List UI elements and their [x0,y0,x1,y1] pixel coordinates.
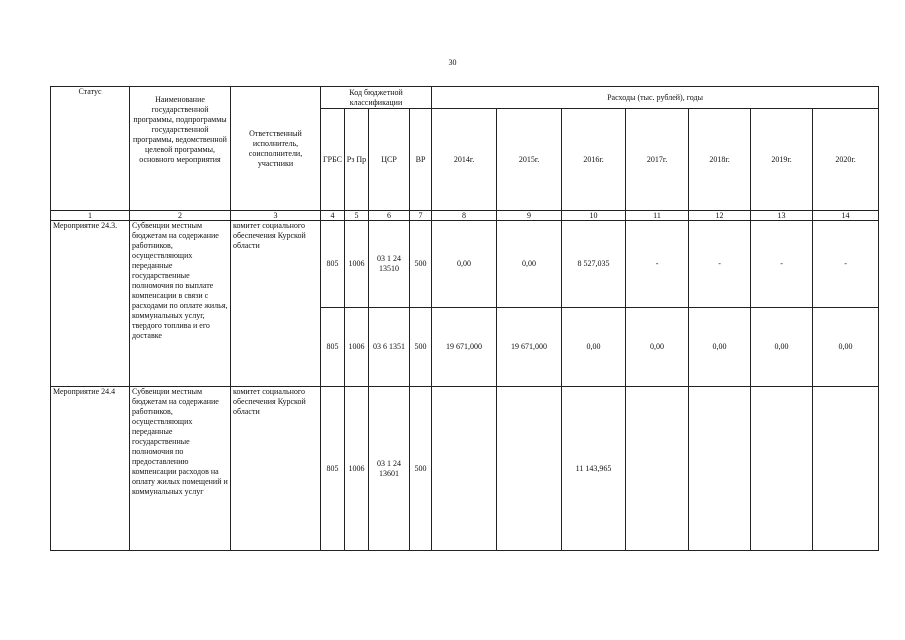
cell-value: 0,00 [751,308,813,387]
cell-csr: 03 6 1351 [369,308,410,387]
cell-csr: 03 1 24 13601 [369,387,410,551]
header-vr: ВР [410,109,432,211]
column-number: 4 [321,211,345,221]
column-number: 5 [345,211,369,221]
column-number: 9 [497,211,562,221]
cell-value: 0,00 [432,221,497,308]
header-grbs: ГРБС [321,109,345,211]
row-status: Мероприятие 24.3. [51,221,130,387]
page-number: 30 [448,58,457,67]
row-responsible: комитет социального обеспечения Курской области [231,387,321,551]
column-number: 13 [751,211,813,221]
column-number: 14 [813,211,879,221]
table-row [51,221,879,308]
cell-value [813,387,879,551]
table-row [51,387,879,551]
cell-rzpr: 1006 [345,221,369,308]
cell-value: 19 671,000 [497,308,562,387]
cell-value: 8 527,035 [562,221,626,308]
cell-value [626,387,689,551]
cell-vr: 500 [410,308,432,387]
column-number: 1 [51,211,130,221]
cell-value [751,387,813,551]
header-responsible: Ответственный исполнитель, соисполнители, участники [231,87,321,211]
cell-value: 11 143,965 [562,387,626,551]
cell-vr: 500 [410,387,432,551]
cell-value [497,387,562,551]
cell-grbs: 805 [321,387,345,551]
budget-table [50,86,879,551]
cell-value: 0,00 [562,308,626,387]
cell-grbs: 805 [321,308,345,387]
cell-value: - [689,221,751,308]
cell-value: - [813,221,879,308]
cell-value: - [751,221,813,308]
cell-value [689,387,751,551]
header-year: 2017г. [626,109,689,211]
column-number: 7 [410,211,432,221]
column-number: 2 [130,211,231,221]
column-number: 10 [562,211,626,221]
header-csr: ЦСР [369,109,410,211]
cell-value: 0,00 [813,308,879,387]
header-row-top [51,87,879,109]
row-name: Субвенции местным бюджетам на содержание работников, осуществляющих переданные государственные полномочия по предоставлению компенсации расходов на оплату жилых помещений и коммунальных услуг [130,387,231,551]
header-year: 2018г. [689,109,751,211]
row-responsible: комитет социального обеспечения Курской области [231,221,321,387]
header-status: Статус [51,87,130,211]
cell-rzpr: 1006 [345,387,369,551]
header-year: 2019г. [751,109,813,211]
row-name: Субвенции местным бюджетам на содержание работников, осуществляющих переданные государственные полномочия по выплате компенсации в связи с расходами по оплате жилья, коммунальных услуг, твердого топлива и его доставке [130,221,231,387]
cell-value: 0,00 [689,308,751,387]
cell-vr: 500 [410,221,432,308]
column-number: 6 [369,211,410,221]
cell-value: - [626,221,689,308]
cell-value: 0,00 [626,308,689,387]
row-status: Мероприятие 24.4 [51,387,130,551]
header-budget-code: Код бюджетной классификации [321,87,432,109]
header-year: 2020г. [813,109,879,211]
header-rzpr: Рз Пр [345,109,369,211]
cell-value: 0,00 [497,221,562,308]
cell-value [432,387,497,551]
header-name: Наименование государственной программы, подпрограммы государственной программы, ведомственной целевой программы, основного мероприятия [130,87,231,211]
header-year: 2016г. [562,109,626,211]
column-number: 8 [432,211,497,221]
header-expenses: Расходы (тыс. рублей), годы [432,87,879,109]
column-number: 3 [231,211,321,221]
cell-rzpr: 1006 [345,308,369,387]
column-number: 11 [626,211,689,221]
header-year: 2015г. [497,109,562,211]
column-number: 12 [689,211,751,221]
column-number-row [51,211,879,221]
header-year: 2014г. [432,109,497,211]
cell-grbs: 805 [321,221,345,308]
cell-value: 19 671,000 [432,308,497,387]
cell-csr: 03 1 24 13510 [369,221,410,308]
